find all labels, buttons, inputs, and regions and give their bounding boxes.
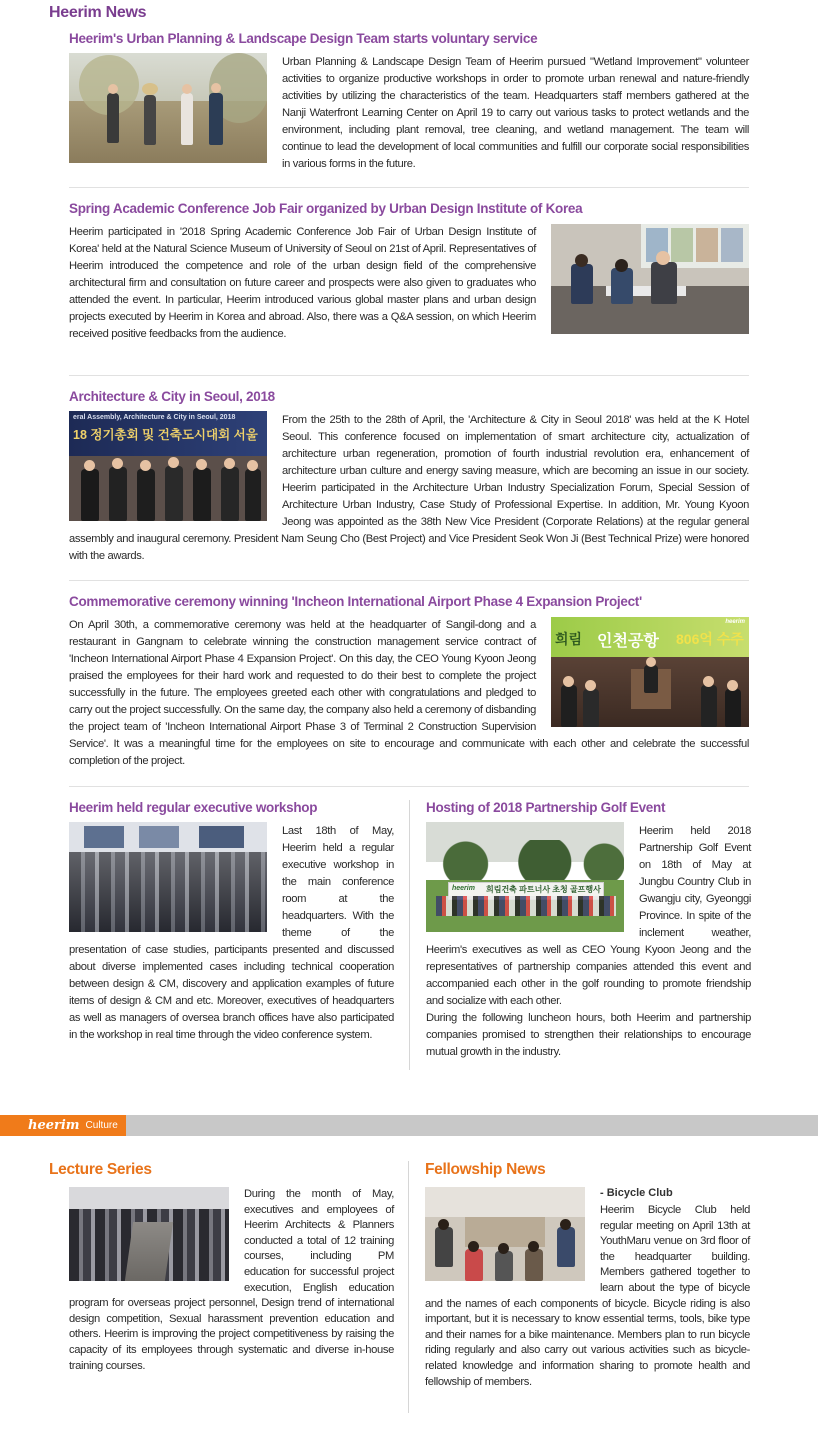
fellowship-title: Fellowship News: [425, 1161, 546, 1178]
fellowship-body: Heerim Bicycle Club held regular meeting on April 13th at YouthMaru venue on 3rd floor of the headquarter building. Members gathered together to learn about the type of bicycle and the names of each components of bicycle. Bicycle riding is also important, but it is necessary to know essential terms, tools, bike type and their names for a bike maintenance. Members plan to run bicycle riding regularly and also carry out various activities such as bicycle-related knowledge and information sharing to promote health and fellowship of members.: [425, 1204, 750, 1388]
photo-banner: 희림건축 파트너사 초청 골프행사: [486, 885, 601, 894]
article-title: Hosting of 2018 Partnership Golf Event: [426, 800, 666, 815]
photo-banner-c: 806억 수주: [676, 631, 744, 647]
article-body: Last 18th of May, Heerim held a regular executive workshop in the main conference room at the headquarters. With the theme of the presentation of case studies, participants presented and discussed about diverse implemented cases including technical cooperation between design & CM, discovery and application examples of future items of design & CM and etc. Moreover, executives of headquarters as well as managers of oversea branch offices have also participated in the workshop in real time through the video conference system.: [69, 825, 394, 1041]
article-volunteer: [69, 31, 749, 173]
article-golf-event: [426, 800, 751, 1061]
article-incheon-airport: [69, 594, 749, 770]
incheon-ceremony-photo: [551, 617, 749, 727]
photo-banner-b: 인천공항: [597, 633, 659, 650]
lecture-series: [49, 1161, 394, 1374]
article-title: Architecture & City in Seoul, 2018: [69, 389, 275, 404]
divider: [69, 187, 749, 188]
bicycle-club-photo: [425, 1187, 585, 1281]
photo-banner-en: eral Assembly, Architecture & City in Seoul, 2018: [73, 414, 236, 421]
article-body: From the 25th to the 28th of April, the 'Architecture & City in Seoul 2018' was held at the K Hotel Seoul. This conference focused on implementation of smart architecture city, actualization of architecture urban regeneration, promotion of fourth industrial revolution era, enhancement of architecture urban culture and energy saving measure, which are becoming an issue in our society. Heerim participated in the Architecture Urban Industry Specialization Forum, Special Session of Architecture Urban Industry, Case Study of Professional Expertise. In addition, Mr. Young Kyoon Jeong was appointed as the 38th New Vice President (Corporate Relations) at the regular general assembly and inaugural ceremony. President Nam Seung Cho (Best Project) and Vice President Seok Won Ji (Best Technical Prize) were honored with the awards.: [69, 414, 749, 562]
article-body: Urban Planning & Landscape Design Team of Heerim pursued "Wetland Improvement" volunteer activities to organize productive workshops in order to promote urban renewal and nature-friendly activities by utilizing the characteristics of the team. Headquarters staff members gathered at the Nanji Waterfront Learning Center on April 19 to carry out various tasks to protect wetlands and the environment, including plant removal, tree cleaning, and wetland management. The team will continue to lead the development of local communities and fulfill our corporate social responsibilities in various forms in the future.: [282, 56, 749, 170]
photo-banner-logo: heerim: [452, 885, 475, 892]
culture-tag: [0, 1115, 126, 1136]
column-divider: [409, 800, 410, 1070]
volunteer-photo: [69, 53, 267, 163]
article-title: Heerim's Urban Planning & Landscape Design Team starts voluntary service: [69, 31, 538, 46]
article-body: Heerim held 2018 Partnership Golf Event on 18th of May at Jungbu Country Club in Gwangju city, Gyeonggi Province. In spite of the inclement weather, Heerim's executives as well as CEO Young Kyoon Jeong and the representatives of partnership companies attended this event and accompanied each other in the golf rounding to promote friendship and socialize with each other.: [426, 825, 751, 1007]
article-title: Commemorative ceremony winning 'Incheon International Airport Phase 4 Expansion Project': [69, 594, 642, 609]
architecture-city-photo: [69, 411, 267, 521]
article-body: On April 30th, a commemorative ceremony was held at the headquarter of Sangil-dong and a restaurant in Gangnam to celebrate winning the construction management service contract of 'Incheon International Airport Phase 4 Expansion Project'. On this day, the CEO Young Kyoon Jeong praised the employees for their hard work and requested to do their best to complete the project successfully in the future. The employees greeted each other with congratulations and pledged to carry out the project successfully. On the same day, the company also held a ceremony of disbanding the project team of 'Incheon International Airport Phase 3 of Terminal 2 Construction Supervision Service'. It was a meaningful time for the employees on site to encourage and communicate with each other and celebrate the successful completion of the project.: [69, 619, 749, 767]
article-body-2: During the following luncheon hours, both Heerim and partnership companies promised to strengthen their relationships to encourage mutual growth in the industry.: [426, 1012, 751, 1058]
fellowship-subtitle: - Bicycle Club: [600, 1187, 673, 1199]
photo-logo: heerim: [725, 619, 745, 625]
job-fair-photo: [551, 224, 749, 334]
divider: [69, 786, 749, 787]
section-title: Heerim News: [49, 4, 147, 21]
culture-brand: heerim: [28, 1118, 80, 1133]
article-architecture-city: [69, 389, 749, 565]
column-divider: [408, 1161, 409, 1413]
workshop-photo: [69, 822, 267, 932]
article-body: Heerim participated in '2018 Spring Academic Conference Job Fair of Urban Design Institute of Korea' held at the Natural Science Museum of University of Seoul on 21st of April. Representatives of Heerim introduced the competence and role of the urban design field of the comprehensive architectural firm and consultation on future career and prospects were also given to graduates who attended the event. In particular, Heerim introduced various global master plans and urban design projects executed by Heerim in Korea and abroad. Also, there was a Q&A session, on which Heerim received positive feedbacks from the audience.: [69, 226, 536, 340]
lecture-title: Lecture Series: [49, 1161, 152, 1178]
photo-banner-a: 희림: [555, 631, 583, 647]
photo-banner-ko: 18 정기총회 및 건축도시대회 서울: [73, 428, 258, 442]
culture-label: Culture: [85, 1120, 118, 1131]
golf-event-photo: [426, 822, 624, 932]
lecture-photo: [69, 1187, 229, 1281]
culture-bar: [0, 1115, 818, 1136]
article-executive-workshop: [69, 800, 394, 1044]
lecture-body: During the month of May, executives and employees of Heerim Architects & Planners conducted a total of 12 training courses, including PM education for successful project execution, English education program for overseas project personnel, Design trend of international design competition, Sexual harassment prevention education and others. Heerim is improving the project competitiveness by raising the capacity of its employees through systematic and diverse in-house training courses.: [69, 1188, 394, 1372]
article-title: Heerim held regular executive workshop: [69, 800, 318, 815]
fellowship-news: [425, 1161, 750, 1390]
divider: [69, 375, 749, 376]
article-job-fair: [69, 201, 749, 343]
divider: [69, 580, 749, 581]
article-title: Spring Academic Conference Job Fair organized by Urban Design Institute of Korea: [69, 201, 583, 216]
